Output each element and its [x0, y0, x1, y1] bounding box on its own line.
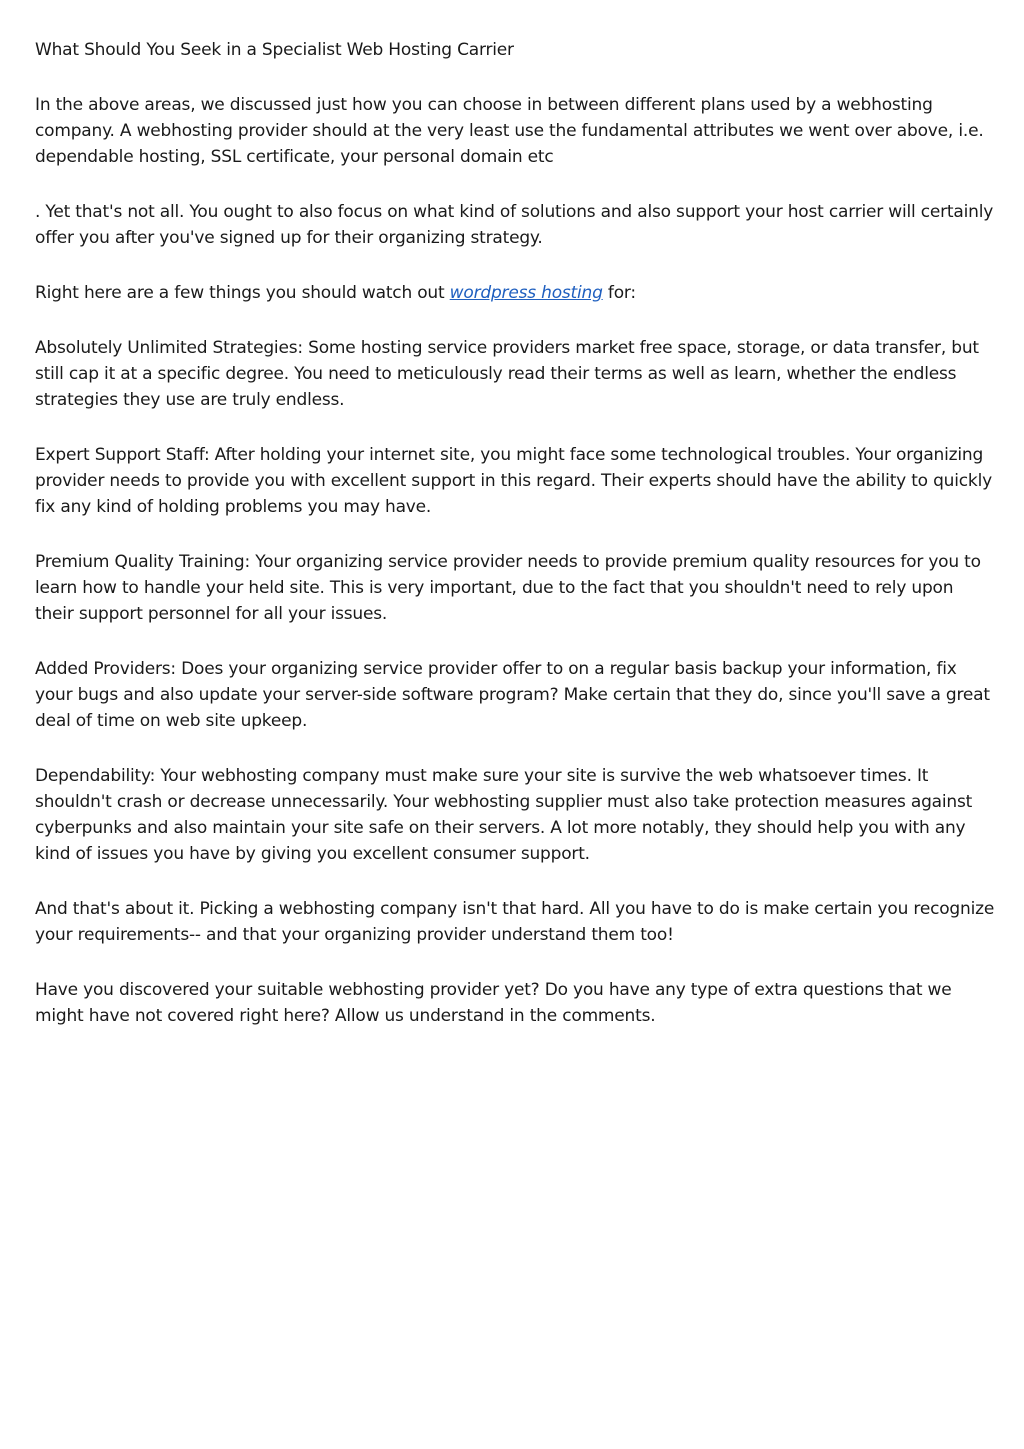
paragraph-questions: Have you discovered your suitable webhosting provider yet? Do you have any type of extra questions that we might have not covered right here? Allow us understand in the comments. [35, 980, 952, 1026]
wordpress-hosting-link[interactable]: wordpress hosting [449, 283, 603, 303]
paragraph-watch-out [35, 280, 995, 306]
paragraph-intro: In the above areas, we discussed just how you can choose in between different plans used by a webhosting company. A webhosting provider should at the very least use the fundamental attributes we went over above, i.e. dependable hosting, SSL certificate, your personal domain etc [35, 95, 984, 167]
paragraph-premium-training: Premium Quality Training: Your organizing service provider needs to provide premium quality resources for you to learn how to handle your held site. This is very important, due to the fact that you shouldn't need to rely upon their support personnel for all your issues. [35, 552, 981, 624]
document-body [35, 37, 995, 1058]
paragraph-expert-support: Expert Support Staff: After holding your internet site, you might face some technological troubles. Your organizing provider needs to provide you with excellent support in this regard. Their experts should have the ability to quickly fix any kind of holding problems you may have. [35, 445, 992, 517]
paragraph-added-providers: Added Providers: Does your organizing service provider offer to on a regular basis backup your information, fix your bugs and also update your server-side software program? Make certain that they do, since you'll save a great deal of time on web site upkeep. [35, 659, 990, 731]
paragraph-watch-out-after: for: [602, 283, 636, 303]
paragraph-unlimited-strategies: Absolutely Unlimited Strategies: Some hosting service providers market free space, storage, or data transfer, but still cap it at a specific degree. You need to meticulously read their terms as well as learn, whether the endless strategies they use are truly endless. [35, 338, 979, 410]
paragraph-dependability: Dependability: Your webhosting company must make sure your site is survive the web whatsoever times. It shouldn't crash or decrease unnecessarily. Your webhosting supplier must also take protection measures against cyberpunks and also maintain your site safe on their servers. A lot more notably, they should help you with any kind of issues you have by giving you excellent consumer support. [35, 766, 973, 864]
paragraph-not-all: . Yet that's not all. You ought to also focus on what kind of solutions and also support your host carrier will certainly offer you after you've signed up for their organizing strategy. [35, 202, 994, 248]
paragraph-watch-out-before: Right here are a few things you should watch out [35, 283, 450, 303]
document-title: What Should You Seek in a Specialist Web Hosting Carrier [35, 40, 514, 60]
paragraph-conclusion: And that's about it. Picking a webhosting company isn't that hard. All you have to do is make certain you recognize your requirements-- and that your organizing provider understand them too! [35, 899, 995, 945]
